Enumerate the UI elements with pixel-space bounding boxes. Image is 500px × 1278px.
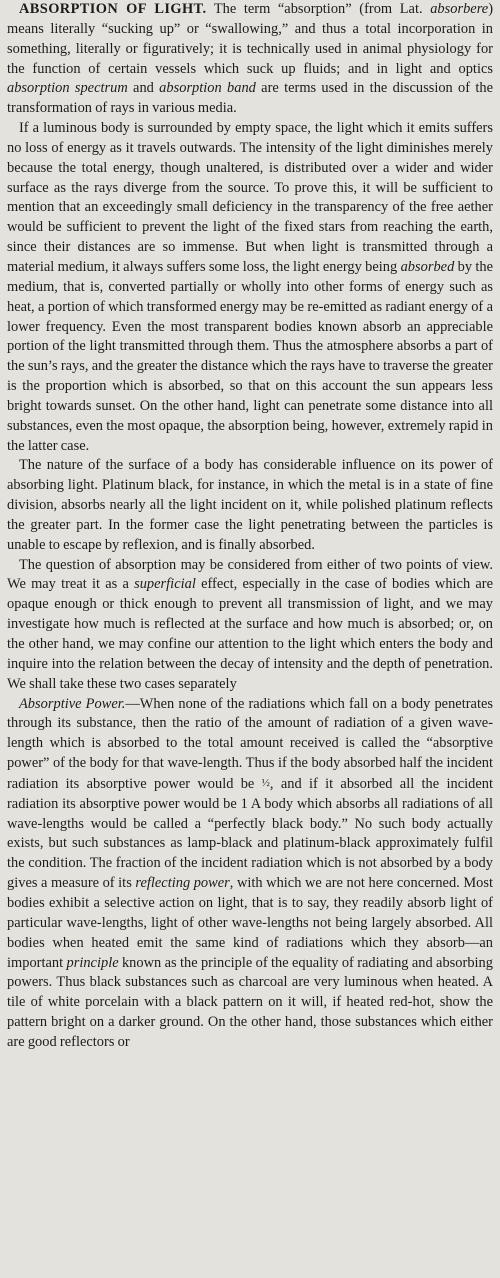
text-run: ) means literally “sucking up” or “swallowing,” and thus a total incorporation in something, literally or figuratively; it is technically used in animal physiology for the function of certain vessels which suck up fluids; and in light and optics [7,1,494,77]
text-run: effect, especially in the case of bodies which are opaque enough or thick enough to prevent all transmission of light, and we may investigate how much is reflected at the surface and how much is absorbed; or, on the other hand, we may confine our attention to the light which enters the body and inquire into the relation between the decay of intensity and the depth of penetration. We shall take these two cases separately [7,576,494,692]
fraction: ½ [261,776,270,789]
italic-run: reflecting power [135,875,230,892]
section-heading: Absorptive Power. [19,695,126,712]
paragraph-intro [7,0,493,119]
paragraph-surface-nature: The nature of the surface of a body has considerable influence on its power of absorbing light. Platinum black, for instance, in which the metal is in a state of fine division, absorbs nearly all the light incident on it, while polished platinum reflects the greater part. In the former case the light penetrating between the particles is unable to escape by reflexion, and is finally absorbed. [7,457,493,553]
paragraph-points-of-view [7,556,493,695]
article-title: ABSORPTION OF LIGHT. [19,1,207,17]
italic-run: superficial [134,576,196,593]
text-run: known as the principle of the equality of radiating and absorbing powers. Thus black substances such as charcoal are very luminous when heated. A tile of white porcelain with a black pattern on it will, if heated red-hot, show the pattern bright on a darker ground. On the other hand, those substances which either are good reflectors or [7,954,493,1050]
text-run: , with which we are not here concerned. Most bodies exhibit a selective action on light, that is to say, they readily absorb light of particular wave-lengths, light of other wave-lengths not being largely absorbed. All bodies when heated emit the same kind of radiations which they absorb—an important [7,875,493,971]
italic-run: absorption band [159,80,256,97]
text-run: If a luminous body is surrounded by empty space, the light which it emits suffers no loss of energy as it travels outwards. The intensity of the light diminishes merely because the total energy, though unaltered, is distributed over a wider and wider surface as the rays diverge from the source. To prove this, it will be sufficient to mention that an exceedingly small deficiency in the transparency of the free aether would be sufficient to prevent the light of the fixed stars from reaching the earth, since their distances are so immense. But when light is transmitted through a material medium, it always suffers some loss, the light energy being [7,120,493,275]
text-run: , and if it absorbed all the incident radiation its absorptive power would be 1 A body which absorbs all radiations of all wave-lengths would be called a “perfectly black body.” No such body actually exists, but such substances as lamp-black and platinum-black approximately fulfil the condition. The fraction of the incident radiation which is not absorbed by a body gives a measure of its [7,775,493,892]
text-run: The term “absorption” (from Lat. [206,1,431,17]
text-run: —When none of the radiations which fall on a body penetrates through its substance, then the ratio of the amount of radiation of a given wave-length which is absorbed to the total amount received is called the “absorptive power” of the body for that wave-length. Thus if the body absorbed half the incident radiation its absorptive power would be [7,695,493,792]
text-run: are terms used in the discussion of the transformation of rays in various media. [7,80,493,117]
italic-run: absorbed [400,258,455,275]
text-run: The question of absorption may be considered from either of two points of view. We may treat it as a [7,556,493,593]
italic-run: principle [66,954,119,971]
italic-run: absorption spectrum [7,80,128,97]
text-run: and [127,80,160,97]
paragraph-absorptive-power [7,695,493,1053]
paragraph-luminous-body [7,119,493,456]
article-body [7,0,493,1053]
italic-run: absorbere [430,1,489,17]
text-run: by the medium, that is, converted partially or wholly into other forms of energy such as heat, a portion of which transformed energy may be re-emitted as radiant energy of a lower frequency. Even the most transparent bodies known absorb an appreciable portion of the light transmitted through them. Thus the atmosphere absorbs a part of the sun’s rays, and the greater the distance which the rays have to traverse the greater is the proportion which is absorbed, so that on this account the sun appears less bright towards sunset. On the other hand, light can penetrate some distance into all substances, even the most opaque, the absorption being, however, extremely rapid in the latter case. [7,258,493,454]
